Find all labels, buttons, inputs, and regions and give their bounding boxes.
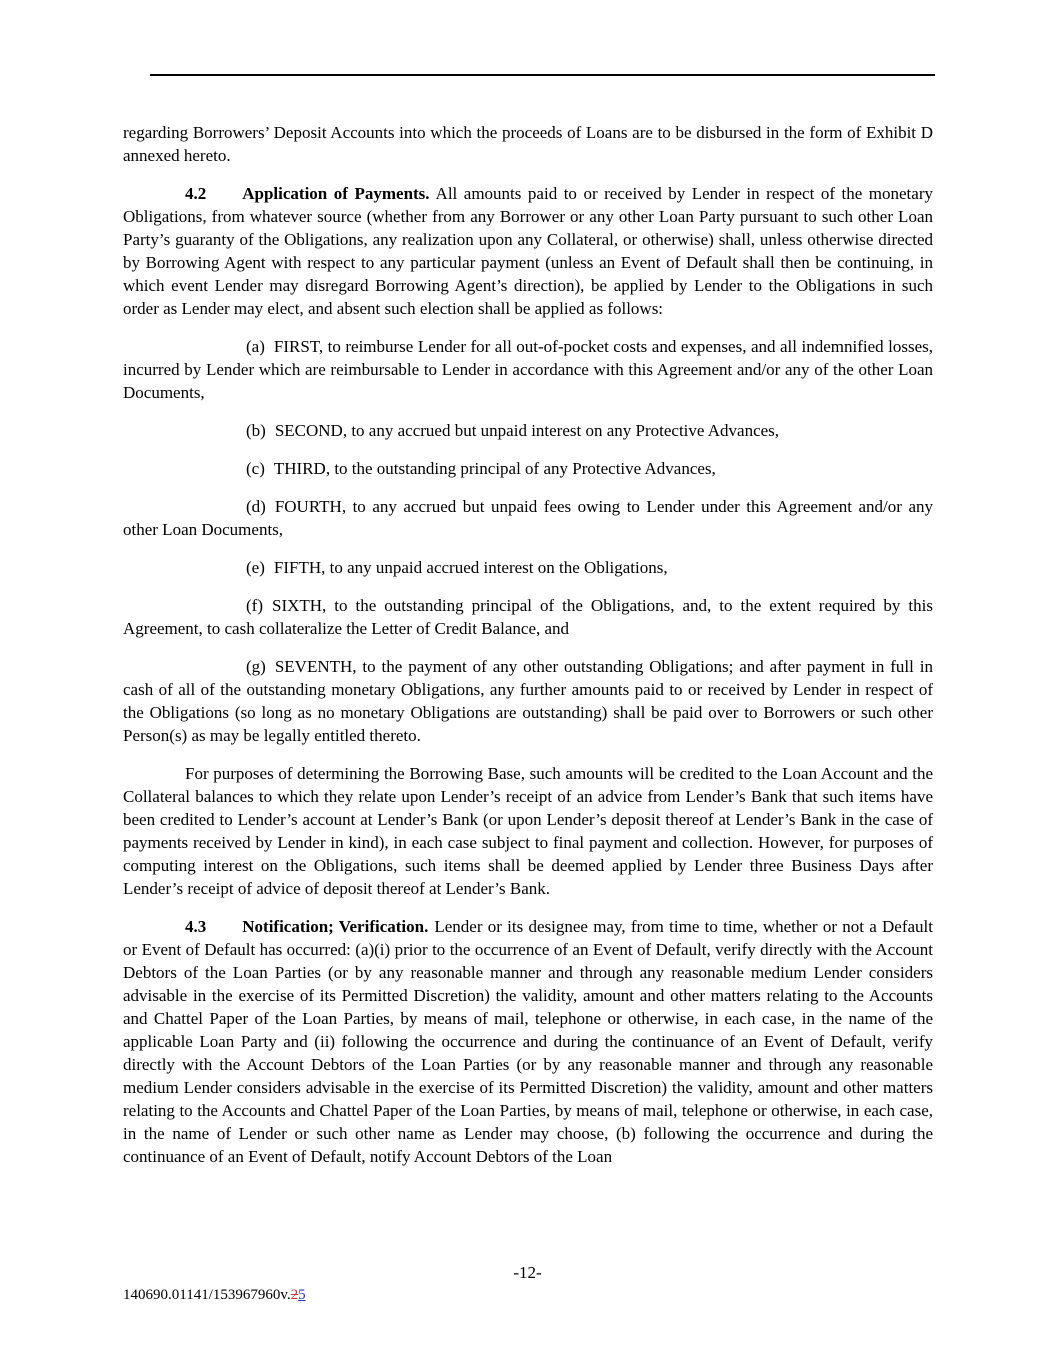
section-4-3-paragraph [123, 915, 933, 1168]
payment-priority-item-b [123, 419, 933, 442]
section-number: 4.2 [185, 184, 207, 203]
borrowing-base-paragraph: For purposes of determining the Borrowing Base, such amounts will be credited to the Loan Account and the Collateral balances to which they relate upon Lender’s receipt of an advice from Lender’s Bank that such items have been credited to Lender’s account at Lender’s Bank (or upon Lender’s deposit thereof at Lender’s Bank in the case of payments received by Lender in kind), in each case subject to final payment and collection. However, for purposes of computing interest on the Obligations, such items shall be deemed applied by Lender three Business Days after Lender’s receipt of advice of deposit thereof at Lender’s Bank. [123, 764, 933, 898]
section-heading: Application of Payments. [242, 184, 430, 203]
item-label: (e) [246, 558, 265, 577]
payment-priority-item-e [123, 556, 933, 579]
section-body-text: Lender or its designee may, from time to time, whether or not a Default or Event of Default has occurred: (a)(i) prior to the occurrence of an Event of Default, verify directly with the Account Debtors of the Loan Parties (or by any reasonable manner and through any reasonable medium Lender considers advisable in the exercise of its Permitted Discretion) the validity, amount and other matters relating to the Accounts and Chattel Paper of the Loan Parties, by means of mail, telephone or otherwise, in each case, in the name of the applicable Loan Party and (ii) following the occurrence and during the continuance of an Event of Default, verify directly with the Account Debtors of the Loan Parties (or by any reasonable manner and through any reasonable medium Lender considers advisable in the exercise of its Permitted Discretion) the validity, amount and other matters relating to the Accounts and Chattel Paper of the Loan Parties, by means of mail, telephone or otherwise, in each case, in the name of Lender or such other name as Lender may choose, (b) following the occurrence and during the continuance of an Event of Default, notify Account Debtors of the Loan [123, 917, 933, 1166]
item-text: SECOND, to any accrued but unpaid interest on any Protective Advances, [274, 421, 780, 440]
item-text: THIRD, to the outstanding principal of any Protective Advances, [273, 459, 716, 478]
payment-priority-item-a [123, 335, 933, 404]
doc-id [123, 1286, 306, 1305]
continuation-paragraph: regarding Borrowers’ Deposit Accounts into which the proceeds of Loans are to be disbursed in the form of Exhibit D annexed hereto. [123, 123, 933, 165]
item-label: (b) [246, 421, 266, 440]
document-body [123, 121, 933, 1183]
section-body-text: All amounts paid to or received by Lender in respect of the monetary Obligations, from whatever source (whether from any Borrower or any other Loan Party pursuant to such other Loan Party’s guaranty of the Obligations, any realization upon any Collateral, or otherwise) shall, unless otherwise directed by Borrowing Agent with respect to any particular payment (unless an Event of Default shall then be continuing, in which event Lender may disregard Borrowing Agent’s direction), be applied by Lender to the Obligations in such order as Lender may elect, and absent such election shall be applied as follows: [123, 184, 933, 318]
inserted-version-number: 5 [298, 1287, 306, 1303]
header-rule [150, 74, 935, 76]
item-text: FOURTH, to any accrued but unpaid fees owing to Lender under this Agreement and/or any other Loan Documents, [123, 497, 933, 539]
payment-priority-item-f [123, 594, 933, 640]
item-text: SEVENTH, to the payment of any other outstanding Obligations; and after payment in full in cash of all of the outstanding monetary Obligations, any further amounts paid to or received by Lender in respect of the Obligations (so long as no monetary Obligations are outstanding) shall be paid over to Borrowers or such other Person(s) as may be legally entitled thereto. [123, 657, 933, 745]
section-heading: Notification; Verification. [242, 917, 429, 936]
section-number: 4.3 [185, 917, 207, 936]
deleted-version-number: 2 [290, 1287, 299, 1303]
item-label: (g) [246, 657, 266, 676]
item-text: FIFTH, to any unpaid accrued interest on the Obligations, [273, 558, 668, 577]
item-label: (a) [246, 337, 265, 356]
item-label: (f) [246, 596, 263, 615]
item-label: (d) [246, 497, 266, 516]
page-number: -12- [513, 1263, 542, 1282]
payment-priority-item-c [123, 457, 933, 480]
section-4-2-paragraph [123, 182, 933, 320]
doc-id-prefix: 140690.01141/153967960v. [123, 1287, 291, 1303]
item-label: (c) [246, 459, 265, 478]
payment-priority-item-g [123, 655, 933, 747]
item-text: FIRST, to reimburse Lender for all out-of-pocket costs and expenses, and all indemnified losses, incurred by Lender which are reimbursable to Lender in accordance with this Agreement and/or any of the other Loan Documents, [123, 337, 933, 402]
payment-priority-item-d [123, 495, 933, 541]
item-text: SIXTH, to the outstanding principal of the Obligations, and, to the extent required by this Agreement, to cash collateralize the Letter of Credit Balance, and [123, 596, 933, 638]
